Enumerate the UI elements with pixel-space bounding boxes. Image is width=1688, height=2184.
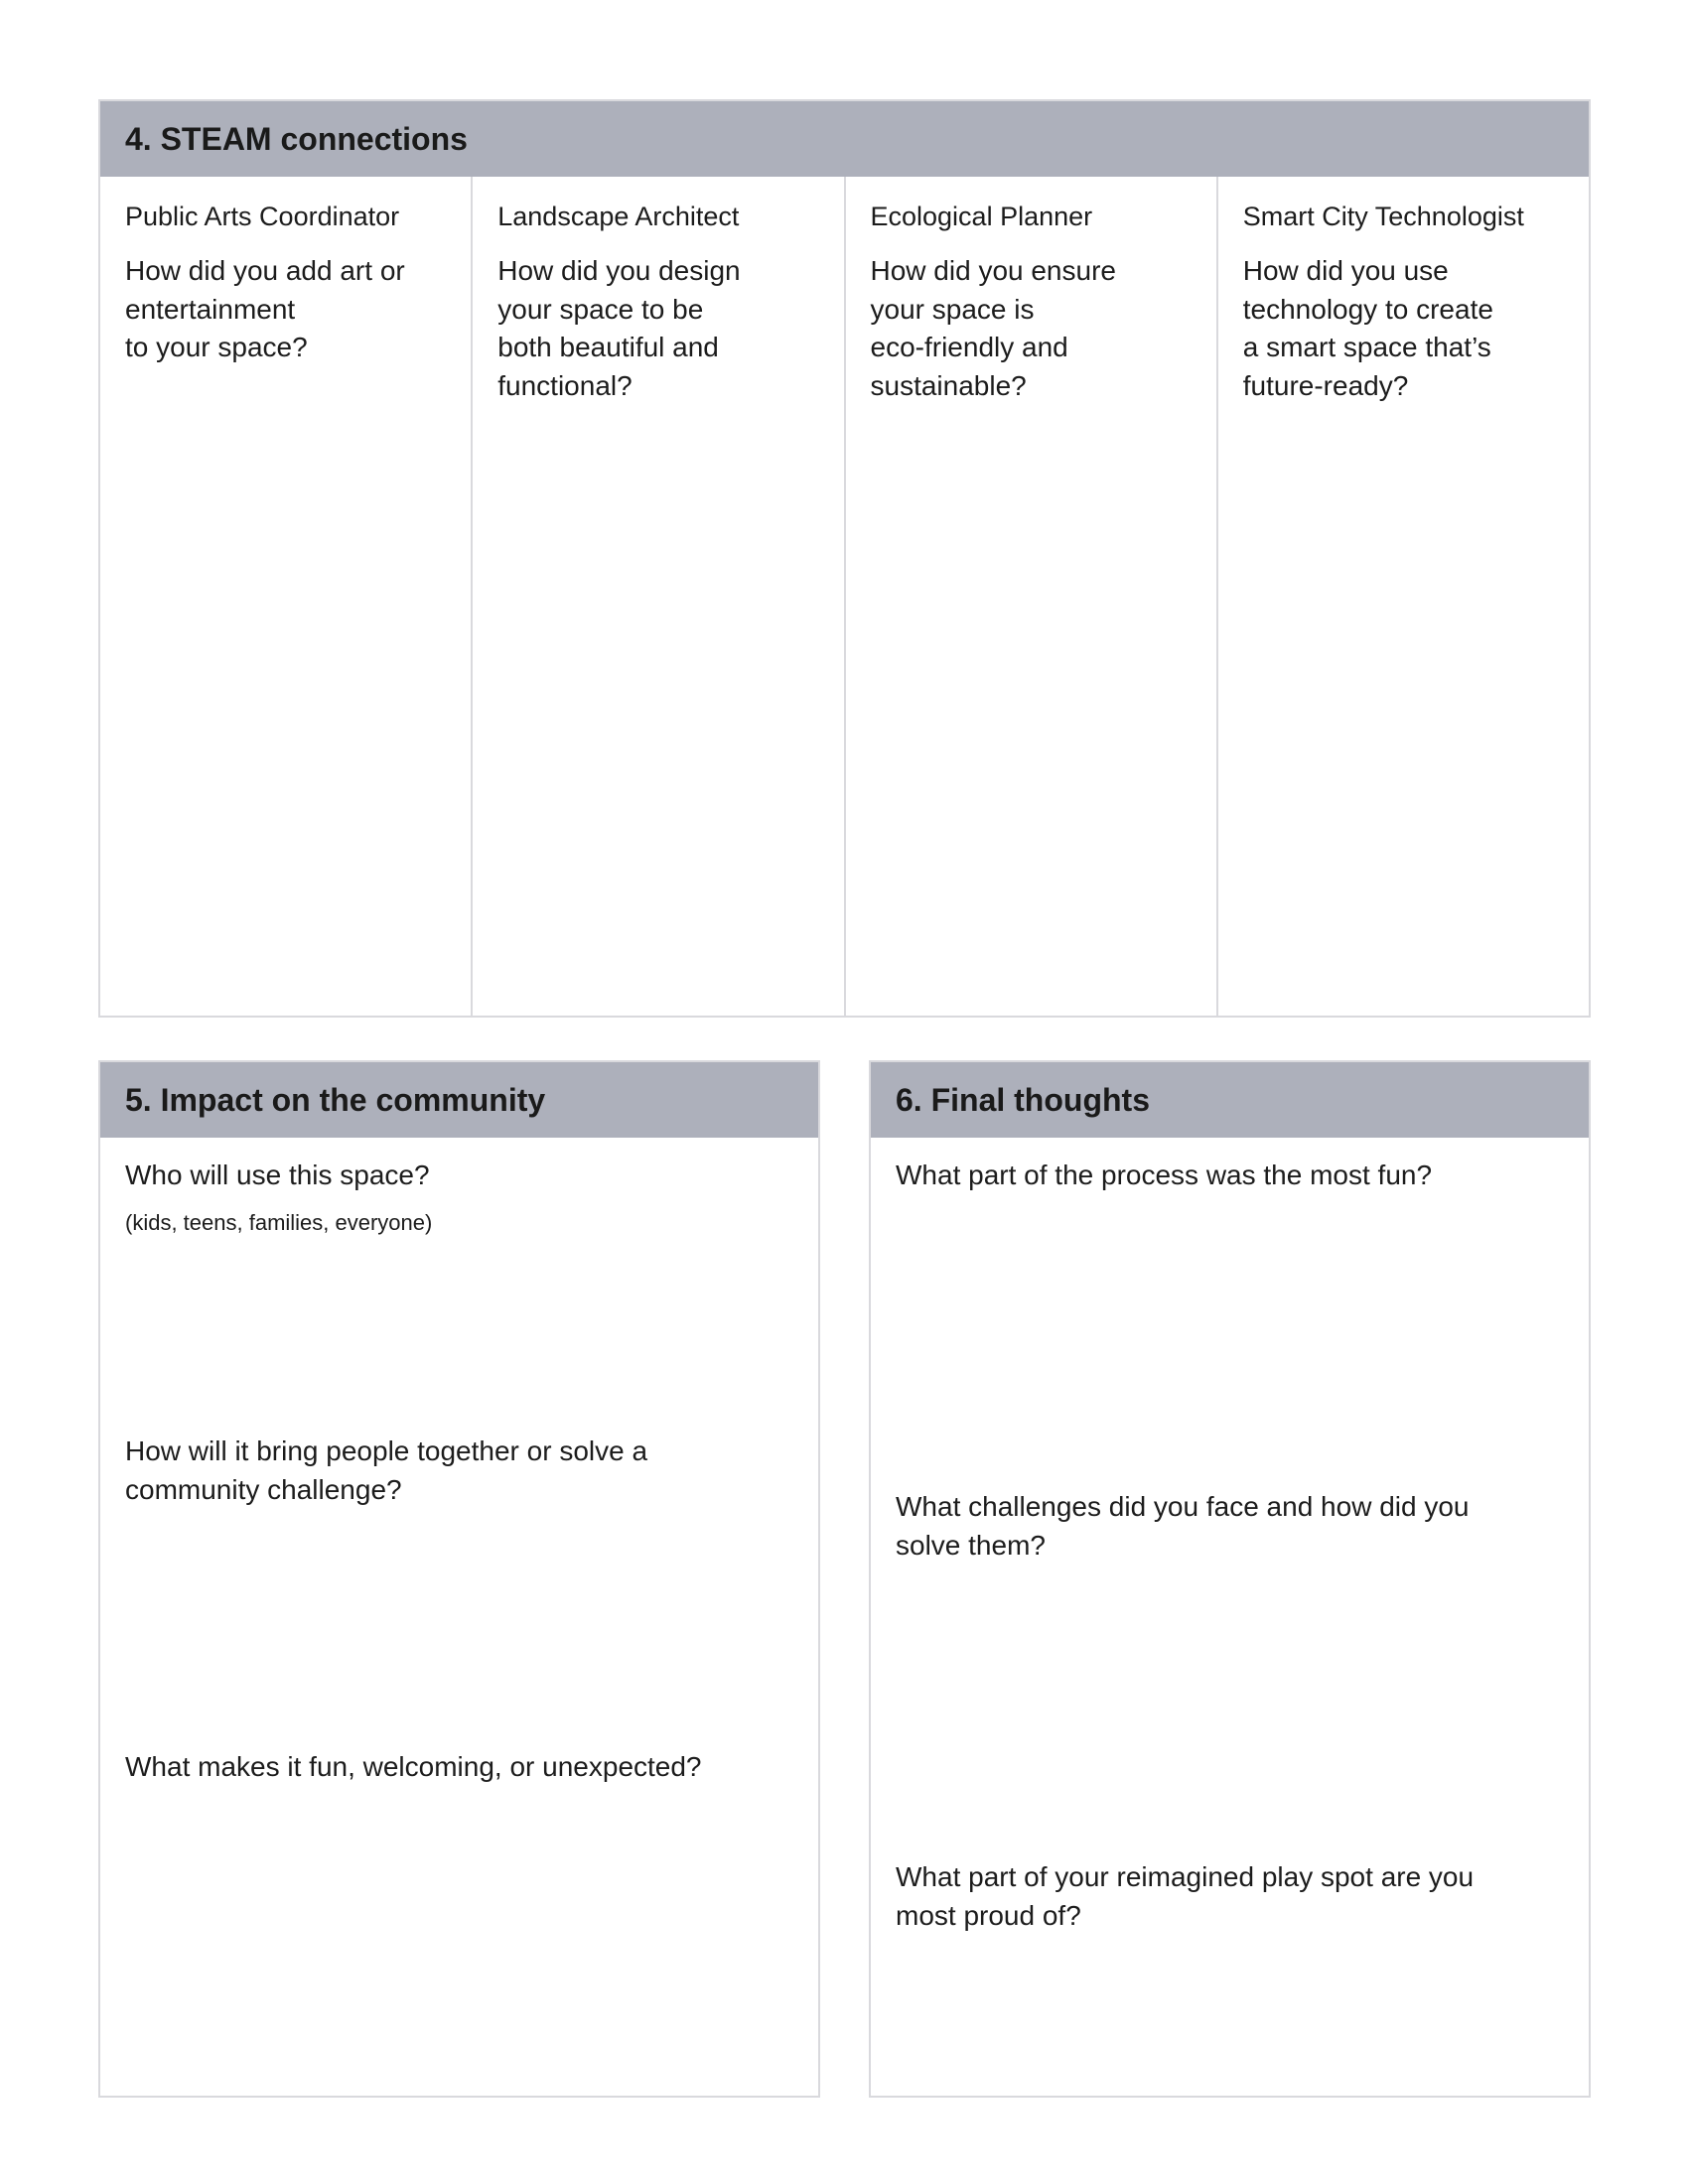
- question-who-will-use: Who will use this space?: [125, 1160, 430, 1190]
- question-what-makes-it-fun: What makes it fun, welcoming, or unexpected?: [125, 1751, 702, 1782]
- question-bring-people-together: How will it bring people together or solve a community challenge?: [125, 1435, 648, 1505]
- steam-connections-section: [98, 99, 1591, 1018]
- role-title: Landscape Architect: [497, 202, 740, 231]
- impact-on-community-section[interactable]: [98, 1060, 820, 2098]
- section-4-header: 4. STEAM connections: [100, 101, 1589, 177]
- role-title: Smart City Technologist: [1242, 202, 1524, 231]
- question-hint: (kids, teens, families, everyone): [125, 1210, 433, 1235]
- role-title: Public Arts Coordinator: [125, 202, 400, 231]
- column-smart-city-technologist[interactable]: [1218, 177, 1589, 1016]
- role-question: How did you use technology to create a smart space that’s future-ready?: [1242, 255, 1493, 401]
- column-landscape-architect[interactable]: [473, 177, 845, 1016]
- role-question: How did you design your space to be both beautiful and functional?: [497, 255, 741, 401]
- column-ecological-planner[interactable]: [846, 177, 1218, 1016]
- question-most-proud: What part of your reimagined play spot are you most proud of?: [896, 1861, 1475, 1931]
- section-5-header: 5. Impact on the community: [100, 1062, 818, 1138]
- final-thoughts-section[interactable]: [869, 1060, 1591, 2098]
- role-question: How did you ensure your space is eco-friendly and sustainable?: [870, 255, 1116, 401]
- steam-columns: [100, 177, 1589, 1016]
- section-6-header: 6. Final thoughts: [871, 1062, 1589, 1138]
- column-public-arts-coordinator[interactable]: [100, 177, 473, 1016]
- question-most-fun: What part of the process was the most fun?: [896, 1160, 1433, 1190]
- role-question: How did you add art or entertainment to your space?: [125, 255, 405, 362]
- question-challenges: What challenges did you face and how did you solve them?: [896, 1491, 1470, 1561]
- role-title: Ecological Planner: [870, 202, 1093, 231]
